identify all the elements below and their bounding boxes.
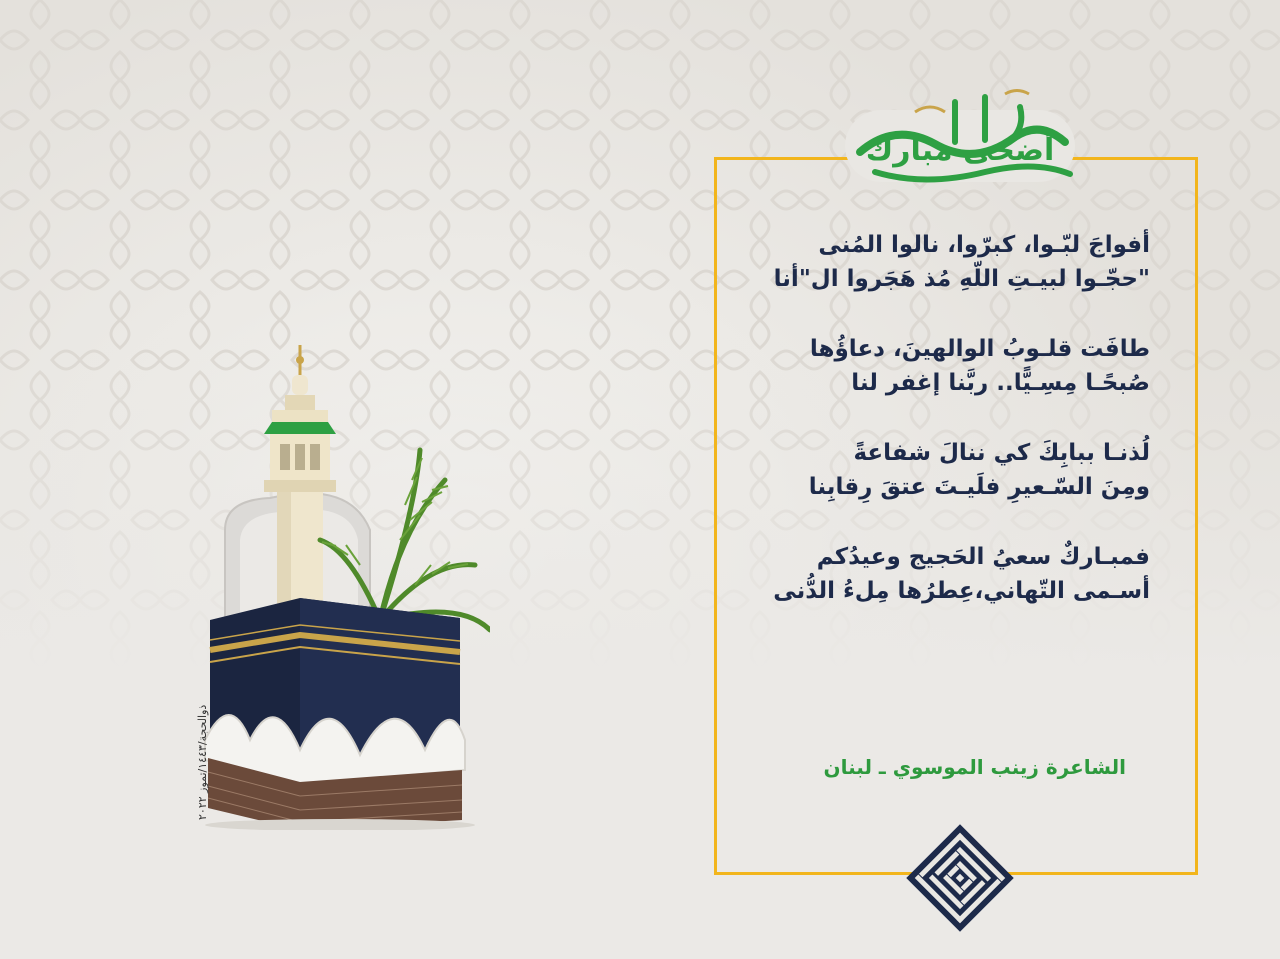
poem-line: ومِنَ السّـعيرِ فلَيـتَ عتقَ رِقابِنا [808, 474, 1150, 500]
eid-mubarak-logo [835, 82, 1085, 202]
poem-stanza [730, 228, 1150, 296]
date-label: ذوالحجة/١٤٤٣/تموز ٢٠٢٢ [196, 704, 209, 820]
poem-line: أسـمى التّهاني،عِطرُها مِلءُ الدُّنى [773, 578, 1150, 604]
poem-stanza [730, 436, 1150, 504]
poem-line: "حجّـوا لبيـتِ اللّهِ مُذ هَجَروا ال"أنا [773, 266, 1150, 292]
poem-line: فمبـاركٌ سعيُ الحَجيج وعيدُكم [816, 544, 1150, 570]
poem-line: طافَت قلـوبُ الوالهينَ، دعاؤُها [809, 336, 1150, 362]
poet-credit: الشاعرة زينب الموسوي ـ لبنان [823, 755, 1126, 779]
poem-line: أفواجَ لبّـوا، كبرّوا، نالوا المُنى [818, 232, 1150, 258]
logo-text: أضحى مبارك [865, 133, 1055, 168]
poem [730, 228, 1150, 644]
poem-line: لُذنـا ببابِكَ كي ننالَ شفاعةً [853, 440, 1150, 466]
poem-line: صُبحًـا مِسِـيًّا.. ربَّنا إغفر لنا [851, 370, 1150, 396]
poem-stanza [730, 332, 1150, 400]
kufic-ornament-icon [904, 822, 1016, 934]
poem-stanza [730, 540, 1150, 608]
kaaba-illustration [200, 330, 490, 830]
